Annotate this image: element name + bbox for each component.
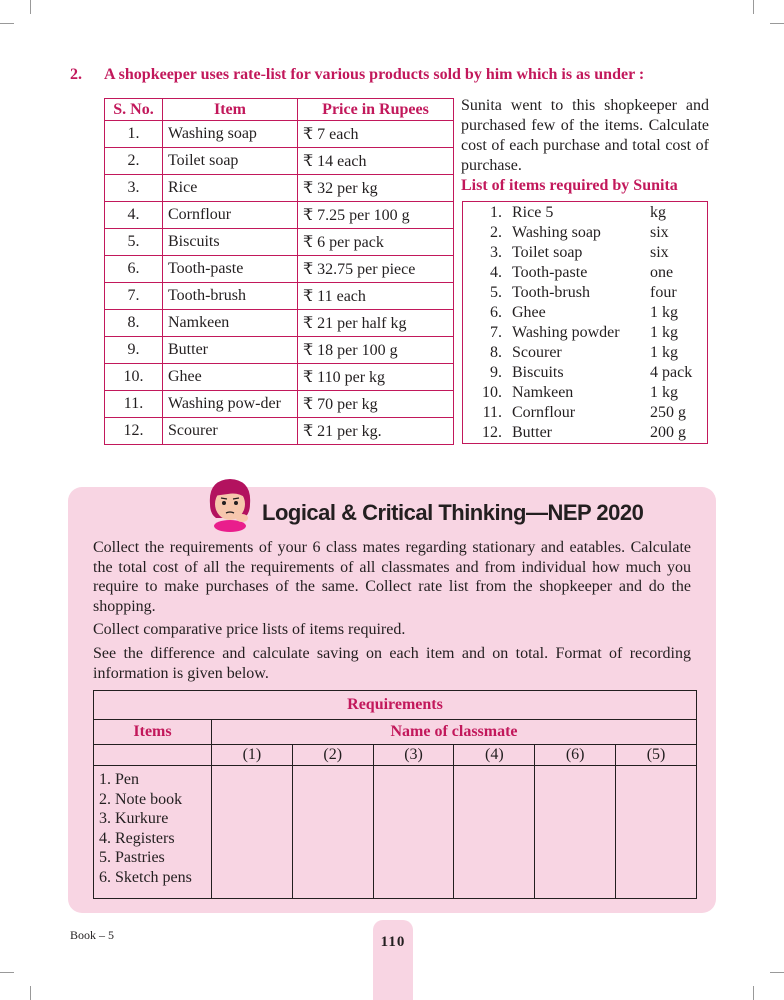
crop-mark (753, 986, 754, 1000)
sunita-item-number: 2. (490, 224, 502, 241)
nep-paragraph-1: Collect the requirements of your 6 class mates regarding stationary and eatables. Calculate the total cost of all the requirements of all classmates and from individual how much you require to make purchases of the same. Collect rate list from the shopkeeper and do the shopping. (93, 539, 691, 615)
blank-cell (94, 745, 212, 766)
rate-item: Toilet soap (163, 148, 298, 175)
sunita-item-name: Namkeen (512, 384, 574, 401)
rate-sno: 8. (105, 310, 163, 337)
sunita-problem-text: Sunita went to this shopkeeper and purchased few of the items. Calculate cost of each purchase and total cost of purchase. (461, 97, 709, 174)
requirement-item: 2. Note book (99, 790, 183, 808)
sunita-item-quantity: 1 kg (650, 344, 678, 361)
classmate-column-number: (5) (616, 745, 697, 766)
sunita-item-number: 8. (490, 344, 502, 361)
rate-sno: 9. (105, 337, 163, 364)
sunita-item-quantity: 1 kg (650, 304, 678, 321)
rate-price: ₹ 32.75 per piece (298, 256, 454, 283)
rate-price: ₹ 21 per half kg (298, 310, 454, 337)
sunita-item-name: Biscuits (512, 364, 564, 381)
sunita-list-title: List of items required by Sunita (461, 177, 678, 194)
sunita-list-item (466, 203, 706, 223)
rate-row (105, 391, 454, 418)
rate-row (105, 202, 454, 229)
nep-paragraph-3: See the difference and calculate saving on each item and on total. Format of recording information is given below. (93, 645, 691, 682)
rate-price: ₹ 70 per kg (298, 391, 454, 418)
rate-row (105, 121, 454, 148)
crop-mark (770, 972, 784, 973)
requirement-item: 3. Kurkure (99, 810, 169, 827)
rate-item: Washing pow-der (163, 391, 298, 418)
requirement-item: 6. Sketch pens (99, 868, 192, 886)
rate-sno: 5. (105, 229, 163, 256)
rate-sno: 1. (105, 121, 163, 148)
rate-row (105, 175, 454, 202)
rate-item: Biscuits (163, 229, 298, 256)
crop-mark (30, 986, 31, 1000)
rate-price: ₹ 110 per kg (298, 364, 454, 391)
sunita-item-name: Ghee (512, 304, 546, 321)
rate-price: ₹ 11 each (298, 283, 454, 310)
sunita-item-quantity: six (650, 224, 669, 241)
requirement-entry-cell (292, 766, 373, 899)
rate-price: ₹ 6 per pack (298, 229, 454, 256)
page-number-tab (373, 920, 413, 1000)
rate-row (105, 310, 454, 337)
requirement-item: 5. Pastries (99, 849, 165, 866)
rate-item: Rice (163, 175, 298, 202)
col-header-price: Price in Rupees (298, 99, 454, 121)
rate-sno: 10. (105, 364, 163, 391)
book-label: Book – 5 (70, 928, 115, 942)
rate-sno: 6. (105, 256, 163, 283)
rate-item: Butter (163, 337, 298, 364)
rate-item: Tooth-paste (163, 256, 298, 283)
rate-item: Washing soap (163, 121, 298, 148)
page-number: 110 (380, 934, 406, 950)
classmate-column-number: (3) (373, 745, 454, 766)
sunita-list-item (466, 403, 706, 423)
sunita-item-quantity: six (650, 244, 669, 261)
rate-price: ₹ 32 per kg (298, 175, 454, 202)
rate-item: Scourer (163, 418, 298, 445)
sunita-item-number: 10. (482, 384, 502, 401)
sunita-item-quantity: 250 g (650, 404, 686, 421)
classmate-header: Name of classmate (212, 720, 697, 745)
sunita-item-number: 11. (482, 404, 502, 421)
sunita-list-item (466, 383, 706, 403)
classmate-column-number: (4) (454, 745, 535, 766)
classmate-column-number: (2) (292, 745, 373, 766)
rate-list-body (105, 121, 454, 445)
thinking-girl-icon (200, 474, 260, 532)
sunita-item-quantity: 1 kg (650, 384, 678, 401)
sunita-item-number: 4. (490, 264, 502, 281)
rate-sno: 2. (105, 148, 163, 175)
requirements-items-cell (94, 766, 212, 899)
sunita-item-quantity: 4 pack (650, 364, 693, 381)
rate-row (105, 364, 454, 391)
classmate-column-number: (6) (535, 745, 616, 766)
rate-row (105, 229, 454, 256)
sunita-list-item (466, 423, 706, 443)
sunita-list-item (466, 223, 706, 243)
sunita-item-name: Washing soap (512, 224, 601, 241)
requirements-title: Requirements (94, 691, 697, 720)
rate-item: Namkeen (163, 310, 298, 337)
sunita-list-item (466, 303, 706, 323)
sunita-item-number: 9. (490, 364, 502, 381)
sunita-item-name: Toilet soap (512, 244, 583, 261)
sunita-item-quantity: kg (650, 204, 666, 221)
sunita-item-quantity: four (650, 284, 677, 301)
nep-paragraph-2: Collect comparative price lists of items required. (93, 621, 406, 638)
rate-item: Tooth-brush (163, 283, 298, 310)
rate-row (105, 337, 454, 364)
sunita-list (466, 203, 706, 443)
sunita-list-item (466, 263, 706, 283)
crop-mark (753, 0, 754, 14)
items-header: Items (94, 720, 212, 745)
nep-title: Logical & Critical Thinking—NEP 2020 (262, 500, 644, 525)
crop-mark (0, 972, 14, 973)
sunita-item-quantity: 1 kg (650, 324, 678, 341)
rate-sno: 11. (105, 391, 163, 418)
rate-price: ₹ 7 each (298, 121, 454, 148)
rate-row (105, 148, 454, 175)
rate-price: ₹ 21 per kg. (298, 418, 454, 445)
col-header-item: Item (163, 99, 298, 121)
rate-item: Ghee (163, 364, 298, 391)
sunita-item-quantity: 200 g (650, 424, 686, 441)
sunita-list-item (466, 243, 706, 263)
question-number: 2. (70, 66, 82, 83)
rate-sno: 7. (105, 283, 163, 310)
sunita-item-name: Rice 5 (512, 204, 554, 221)
classmate-column-number: (1) (212, 745, 293, 766)
sunita-item-number: 12. (482, 424, 502, 441)
sunita-item-quantity: one (650, 264, 674, 281)
requirement-entry-cell (454, 766, 535, 899)
rate-row (105, 283, 454, 310)
crop-mark (770, 23, 784, 24)
rate-sno: 3. (105, 175, 163, 202)
sunita-list-item (466, 283, 706, 303)
sunita-list-item (466, 363, 706, 383)
requirement-entry-cell (616, 766, 697, 899)
requirement-item: 4. Registers (99, 829, 175, 847)
rate-row (105, 256, 454, 283)
crop-mark (30, 0, 31, 14)
question-text: A shopkeeper uses rate-list for various products sold by him which is as under : (104, 66, 645, 83)
sunita-list-item (466, 343, 706, 363)
requirement-entry-cell (212, 766, 293, 899)
rate-sno: 4. (105, 202, 163, 229)
col-header-sno: S. No. (105, 99, 163, 121)
sunita-item-name: Tooth-brush (512, 284, 590, 301)
rate-price: ₹ 7.25 per 100 g (298, 202, 454, 229)
sunita-item-name: Scourer (512, 344, 562, 361)
requirements-table (93, 690, 697, 899)
sunita-item-number: 1. (490, 204, 502, 221)
sunita-item-number: 6. (490, 304, 502, 321)
requirement-entry-cell (535, 766, 616, 899)
sunita-item-number: 3. (490, 244, 502, 261)
rate-row (105, 418, 454, 445)
requirement-entry-cell (373, 766, 454, 899)
sunita-item-name: Cornflour (512, 404, 576, 421)
sunita-list-item (466, 323, 706, 343)
sunita-item-name: Tooth-paste (512, 264, 588, 281)
rate-price: ₹ 18 per 100 g (298, 337, 454, 364)
rate-price: ₹ 14 each (298, 148, 454, 175)
rate-list-table (104, 98, 454, 445)
sunita-item-number: 7. (490, 324, 502, 341)
sunita-item-name: Washing powder (512, 324, 620, 341)
crop-mark (0, 23, 14, 24)
requirement-item: 1. Pen (99, 771, 139, 788)
sunita-item-number: 5. (490, 284, 502, 301)
rate-sno: 12. (105, 418, 163, 445)
sunita-item-name: Butter (512, 424, 552, 441)
rate-item: Cornflour (163, 202, 298, 229)
